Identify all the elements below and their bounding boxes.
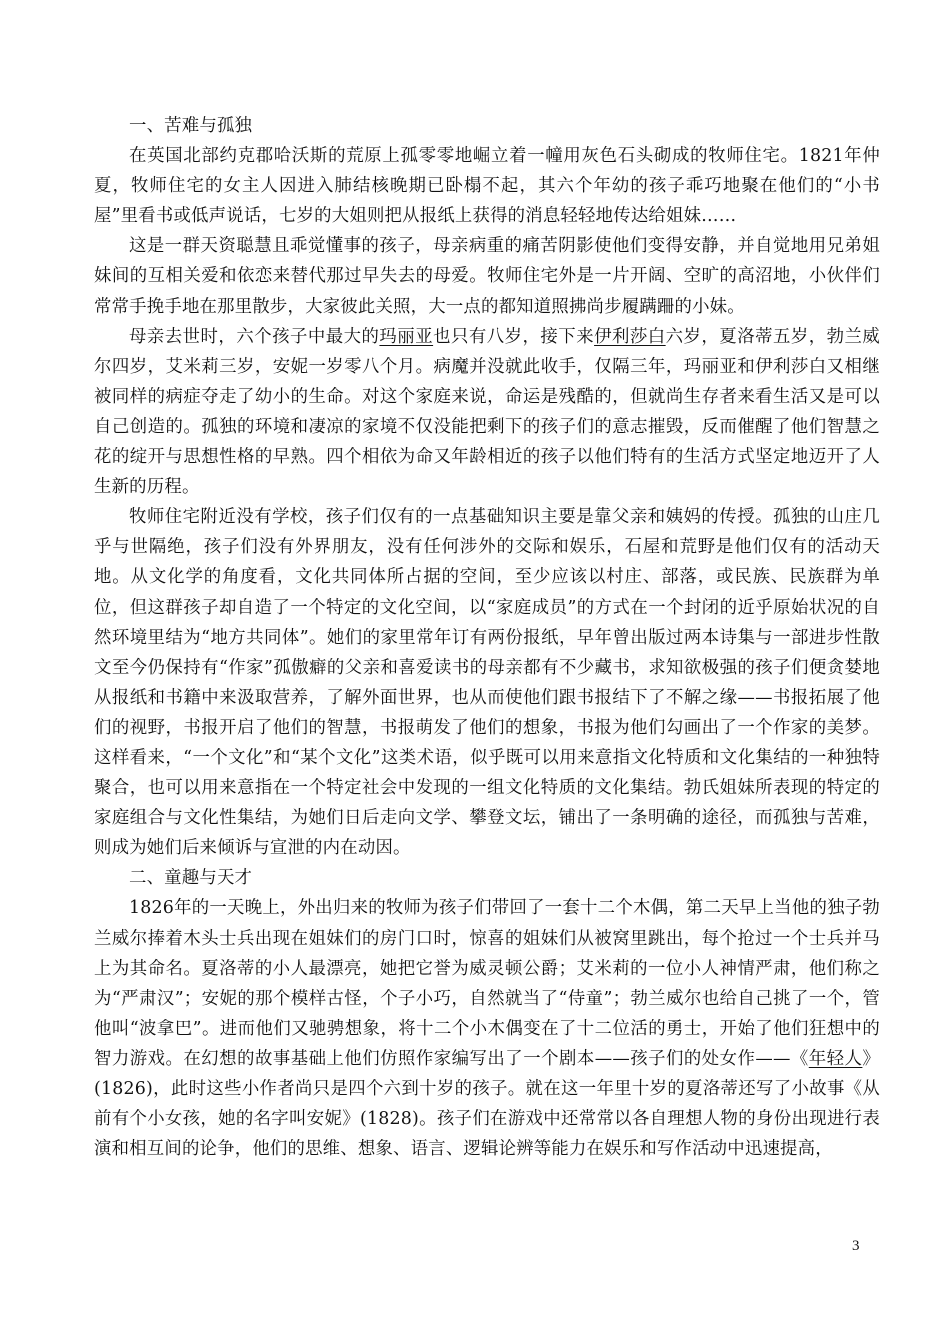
section-heading-2: 二、童趣与天才 [129, 868, 253, 889]
paragraph-3 [94, 322, 880, 503]
page-number: 3 [852, 1238, 860, 1254]
work-title-young-men: 年轻人 [808, 1048, 863, 1069]
name-elizabeth: 伊利莎白 [594, 326, 666, 347]
body-text [94, 111, 880, 1164]
paragraph-5 [94, 893, 880, 1164]
section-heading-1: 一、苦难与孤独 [129, 116, 253, 136]
paragraph-1: 在英国北部约克郡哈沃斯的荒原上孤零零地崛立着一幢用灰色石头砌成的牧师住宅。1821年仲夏，牧师住宅的女主人因进入肺结核晚期已卧榻不起，其六个年幼的孩子乖巧地聚在他们的“小书屋”里看书或低声说话，七岁的大姐则把从报纸上获得的消息轻轻地传达给姐妹…… [94, 146, 880, 227]
paragraph-3-text-c: 六岁，夏洛蒂五岁，勃兰威尔四岁，艾米莉三岁，安妮一岁零八个月。病魔并没就此收手，仅隔三年，玛丽亚和伊利莎白又相继被同样的病症夺走了幼小的生命。对这个家庭来说，命运是残酷的，但就尚生存者来看生活又是可以自己创造的。孤独的环境和凄凉的家境不仅没能把剩下的孩子们的意志摧毁，反而催醒了他们智慧之花的绽开与思想性格的早熟。四个相依为命又年龄相近的孩子以他们特有的生活方式坚定地迈开了人生新的历程。 [94, 326, 880, 498]
paragraph-3-text-b: 也只有八岁，接下来 [433, 326, 595, 347]
paragraph-5-text-b: 》(1826)，此时这些小作者尚只是四个六到十岁的孩子。就在这一年里十岁的夏洛蒂还写了小故事《从前有个小女孩，她的名字叫安妮》(1828)。孩子们在游戏中还常常以各自理想人物的身份出现进行表演和相互间的论争，他们的思维、想象、语言、逻辑论辨等能力在娱乐和写作活动中迅速提高， [94, 1048, 880, 1160]
paragraph-4: 牧师住宅附近没有学校，孩子们仅有的一点基础知识主要是靠父亲和姨妈的传授。孤独的山庄几乎与世隔绝，孩子们没有外界朋友，没有任何涉外的交际和娱乐，石屋和荒野是他们仅有的活动天地。从文化学的角度看，文化共同体所占据的空间，至少应该以村庄、部落，或民族、民族群为单位，但这群孩子却自造了一个特定的文化空间，以“家庭成员”的方式在一个封闭的近乎原始状况的自然环境里结为“地方共同体”。她们的家里常年订有两份报纸，早年曾出版过两本诗集与一部进步性散文至今仍保持有“作家”孤傲癖的父亲和喜爱读书的母亲都有不少藏书，求知欲极强的孩子们便贪婪地从报纸和书籍中来汲取营养，了解外面世界，也从而使他们跟书报结下了不解之缘——书报拓展了他们的视野，书报开启了他们的智慧，书报萌发了他们的想象，书报为他们勾画出了一个作家的美梦。这样看来，“一个文化”和“某个文化”这类术语，似乎既可以用来意指文化特质和文化集结的一种独特聚合，也可以用来意指在一个特定社会中发现的一组文化特质的文化集结。勃氏姐妹所表现的特定的家庭组合与文化性集结，为她们日后走向文学、攀登文坛，铺出了一条明确的途径，而孤独与苦难，则成为她们后来倾诉与宣泄的内在动因。 [94, 507, 880, 859]
name-maria: 玛丽亚 [379, 326, 434, 347]
paragraph-2: 这是一群天资聪慧且乖觉懂事的孩子，母亲病重的痛苦阴影使他们变得安静，并自觉地用兄弟姐妹间的互相关爱和依恋来替代那过早失去的母爱。牧师住宅外是一片开阔、空旷的高沼地，小伙伴们常常手挽手地在那里散步，大家彼此关照，大一点的都知道照拂尚步履蹒跚的小妹。 [94, 236, 880, 317]
paragraph-3-text-a: 母亲去世时，六个孩子中最大的 [129, 326, 380, 347]
paragraph-5-text-a: 1826年的一天晚上，外出归来的牧师为孩子们带回了一套十二个木偶，第二天早上当他的独子勃兰威尔捧着木头士兵出现在姐妹们的房门口时，惊喜的姐妹们从被窝里跳出，每个抢过一个士兵并马上为其命名。夏洛蒂的小人最漂亮，她把它誉为威灵顿公爵；艾米莉的一位小人神情严肃，他们称之为“严肃汉”；安妮的那个模样古怪，个子小巧，自然就当了“侍童”；勃兰威尔也给自己挑了一个，管他叫“波拿巴”。进而他们又驰骋想象，将十二个小木偶变在了十二位活的勇士，开始了他们狂想中的智力游戏。在幻想的故事基础上他们仿照作家编写出了一个剧本——孩子们的处女作——《 [94, 898, 880, 1069]
